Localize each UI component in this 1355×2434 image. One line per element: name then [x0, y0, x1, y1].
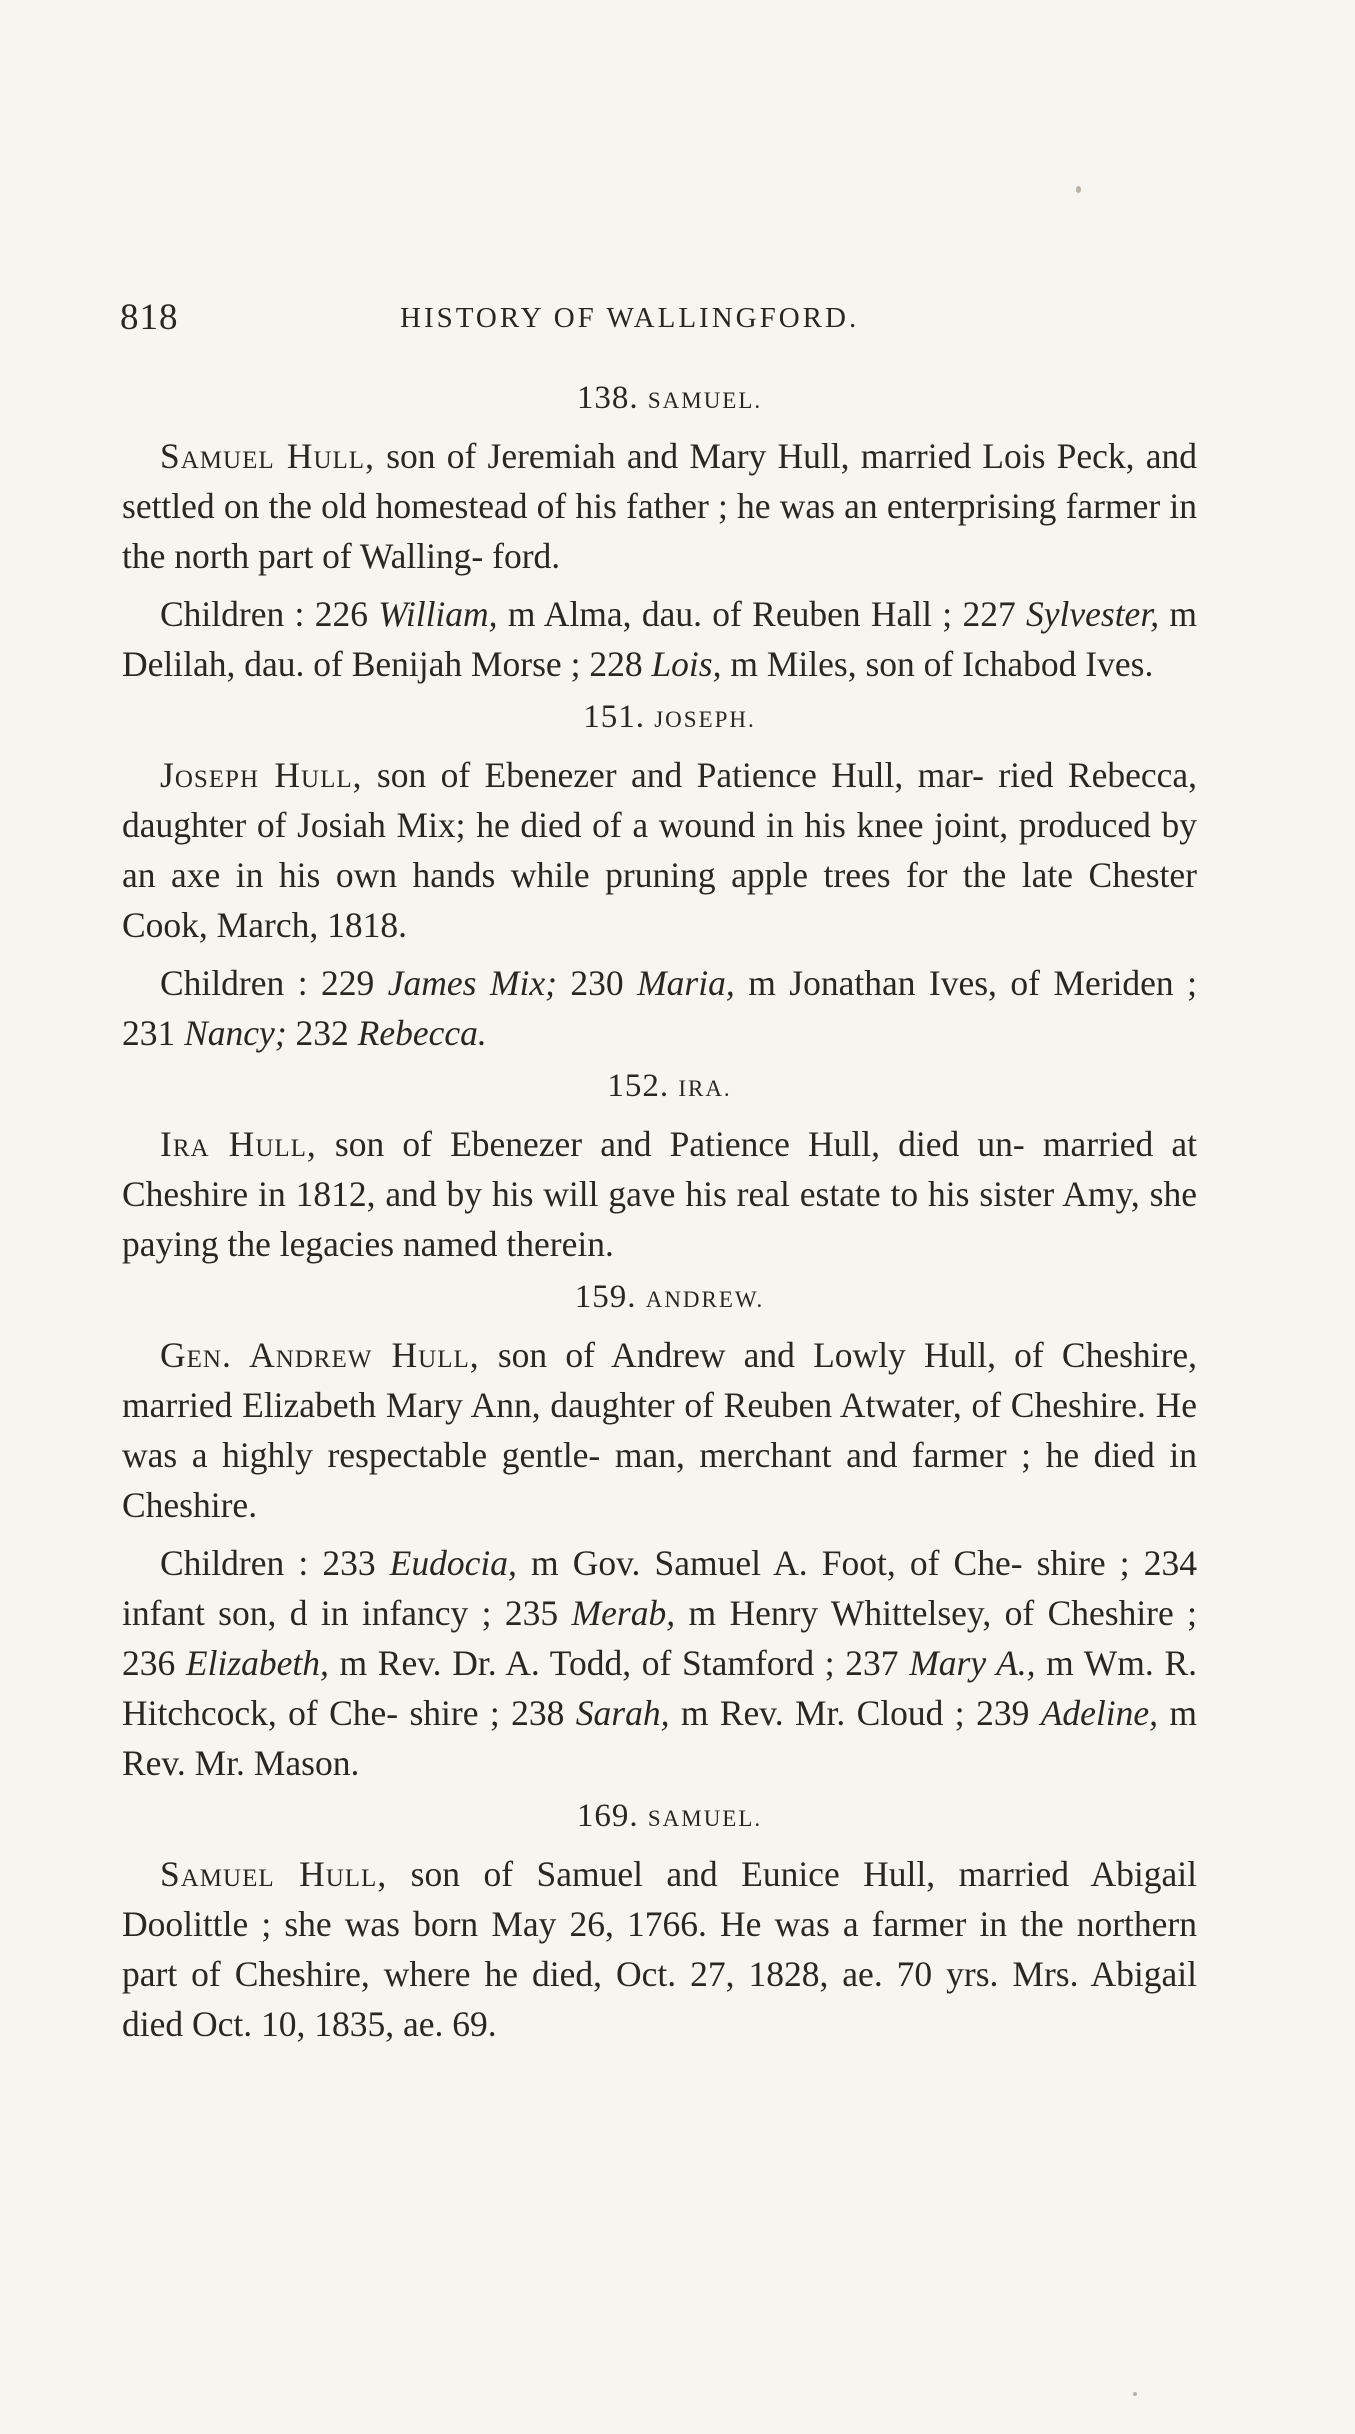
child-name: James Mix;	[387, 963, 557, 1003]
paragraph-text: son of Samuel and Eunice Hull, married Abigail Doolittle ; she was born May 26, 1766. He was a farmer in the northern part of Cheshire, where he died, Oct. 27, 1828, ae. 70 yrs. Mrs. Abigail died Oct. 10, 1835, ae. 69.	[122, 1854, 1197, 2044]
section-heading	[122, 1796, 1197, 1839]
child-number: 229	[321, 963, 375, 1003]
section-name: ANDREW.	[645, 1287, 765, 1312]
child-number: 226	[314, 594, 368, 634]
section-number: 159.	[574, 1279, 637, 1315]
child-details: infant son, d in infancy ;	[122, 1593, 505, 1633]
section-heading	[122, 378, 1197, 421]
child-number: 239	[976, 1693, 1030, 1733]
section-name: JOSEPH.	[654, 707, 756, 732]
child-name: Mary A.,	[909, 1643, 1036, 1683]
page-body	[122, 378, 1197, 2057]
child-details: m Rev. Mr. Cloud ;	[669, 1693, 977, 1733]
person-name: Ira Hull,	[160, 1124, 317, 1164]
child-details: m Jonathan Ives, of Meriden ;	[734, 963, 1198, 1003]
person-name: Samuel Hull,	[160, 436, 375, 476]
section-number: 169.	[576, 1798, 639, 1834]
section-number: 151.	[583, 699, 645, 735]
section-paragraph	[122, 750, 1197, 950]
children-label: Children :	[160, 594, 315, 634]
child-number: 236	[122, 1643, 176, 1683]
section-name: SAMUEL.	[647, 1806, 763, 1831]
child-number: 231	[122, 1013, 176, 1053]
print-speck	[1076, 186, 1081, 193]
child-details: m Rev. Dr. A. Todd, of Stamford ;	[328, 1643, 846, 1683]
running-title: HISTORY OF WALLINGFORD.	[400, 302, 860, 334]
child-details: m Miles, son of Ichabod Ives.	[721, 644, 1154, 684]
child-number: 228	[589, 644, 643, 684]
child-number: 232	[295, 1013, 349, 1053]
child-name: Adeline,	[1040, 1693, 1159, 1733]
section-paragraph	[122, 1849, 1197, 2049]
child-number: 235	[504, 1593, 559, 1633]
child-details: m Henry Whittelsey, of Cheshire ;	[675, 1593, 1197, 1633]
child-details	[557, 963, 570, 1003]
section-heading	[122, 1277, 1197, 1320]
child-number: 237	[845, 1643, 899, 1683]
children-paragraph	[122, 1538, 1197, 1788]
children-label: Children :	[160, 1543, 323, 1583]
person-name: Samuel Hull,	[160, 1854, 388, 1894]
section-number: 138.	[576, 380, 639, 416]
section-heading	[122, 1066, 1197, 1109]
child-details: m Gov. Samuel A. Foot, of Che- shire ;	[516, 1543, 1144, 1583]
child-name: Lois,	[651, 644, 722, 684]
children-label: Children :	[160, 963, 322, 1003]
child-number: 233	[322, 1543, 376, 1583]
paragraph-text: son of Ebenezer and Patience Hull, died un- married at Cheshire in 1812, and by his will gave his real estate to his sister Amy, she paying the legacies named therein.	[122, 1124, 1197, 1264]
child-details	[287, 1013, 296, 1053]
child-details: m Alma, dau. of Reuben Hall ;	[497, 594, 963, 634]
child-details: m Rev. Mr. Mason.	[122, 1693, 1198, 1783]
section-paragraph	[122, 1119, 1197, 1269]
section-number: 152.	[607, 1068, 670, 1104]
child-details: m Delilah, dau. of Benijah Morse ;	[122, 594, 1197, 684]
section-name: SAMUEL.	[647, 388, 763, 413]
paragraph-text: son of Andrew and Lowly Hull, of Cheshire, married Elizabeth Mary Ann, daughter of Reuben Atwater, of Cheshire. He was a highly respectable gentle- man, merchant and farmer ; he died in Cheshire.	[122, 1335, 1197, 1525]
page-header	[120, 296, 1220, 346]
child-name: Elizabeth,	[185, 1643, 329, 1683]
section-paragraph	[122, 1330, 1197, 1530]
section-name: IRA.	[678, 1076, 732, 1101]
children-paragraph	[122, 589, 1197, 689]
child-name: Sarah,	[575, 1693, 670, 1733]
child-number: 227	[962, 594, 1016, 634]
child-name: Eudocia,	[389, 1543, 517, 1583]
child-number: 234	[1143, 1543, 1197, 1583]
person-name: Gen. Andrew Hull,	[160, 1335, 480, 1375]
paragraph-text: son of Ebenezer and Patience Hull, mar- ried Rebecca, daughter of Josiah Mix; he died of a wound in his knee joint, produced by an axe in his own hands while pruning apple trees for the late Chester Cook, March, 1818.	[122, 755, 1197, 945]
child-number: 230	[570, 963, 624, 1003]
paragraph-text: son of Jeremiah and Mary Hull, married Lois Peck, and settled on the old homestead of his father ; he was an enterprising farmer in the north part of Walling- ford.	[122, 436, 1198, 576]
children-paragraph	[122, 958, 1197, 1058]
child-name: William,	[378, 594, 498, 634]
child-name: Rebecca.	[357, 1013, 487, 1053]
child-name: Sylvester,	[1026, 594, 1160, 634]
child-number: 238	[511, 1693, 565, 1733]
section-paragraph	[122, 431, 1197, 581]
person-name: Joseph Hull,	[160, 755, 363, 795]
print-speck	[1133, 2392, 1137, 2396]
child-name: Merab,	[571, 1593, 676, 1633]
child-details: m Wm. R. Hitchcock, of Che- shire ;	[122, 1643, 1198, 1733]
page-number: 818	[120, 297, 179, 338]
child-name: Maria,	[637, 963, 735, 1003]
child-name: Nancy;	[184, 1013, 287, 1053]
section-heading	[122, 697, 1197, 740]
